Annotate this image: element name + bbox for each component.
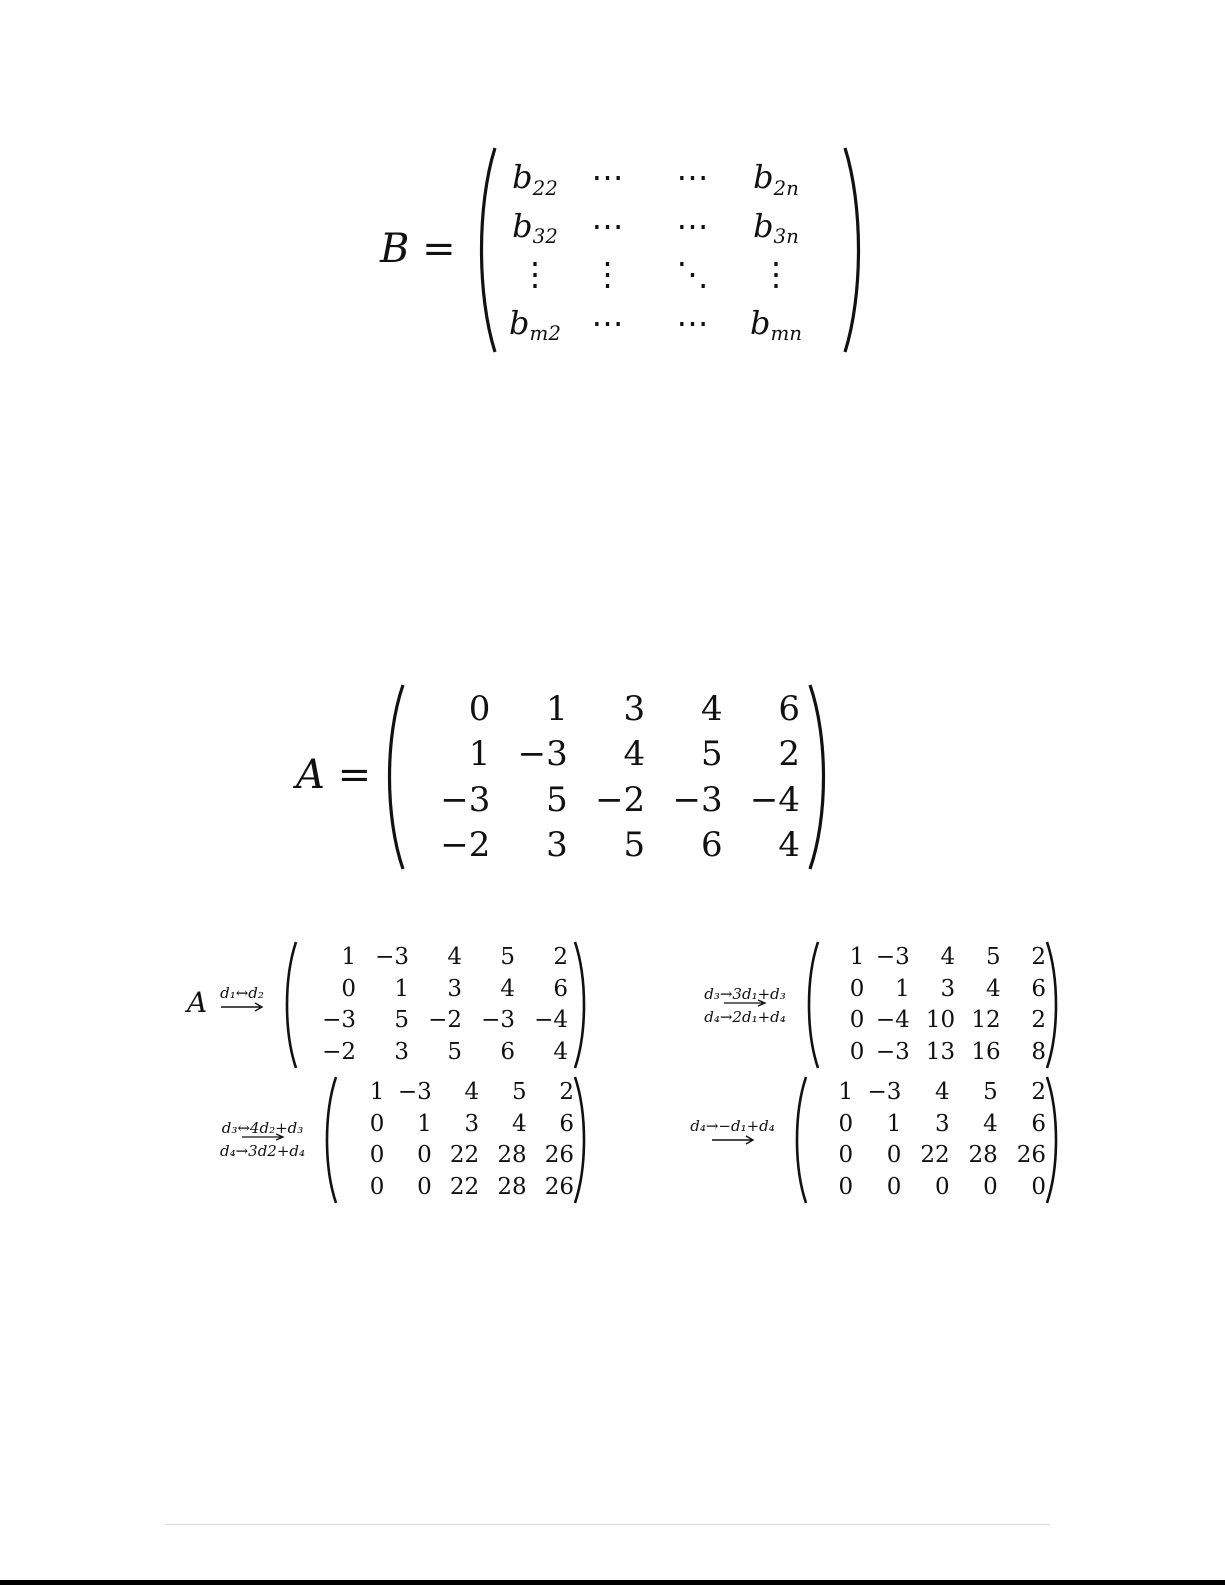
matrix-entry: ⋯ [676,158,709,197]
matrix-cell [565,303,650,342]
step3-grid [337,1077,574,1203]
matrix-entry: ⋮ [591,255,624,294]
left-paren [383,682,407,872]
matrix-cell: 4 [500,975,515,1002]
step1-operation: d₁↔d₂ [212,984,272,1012]
matrix-cell: 2 [553,944,568,971]
matrix-cell: 1 [394,975,409,1002]
matrix-cell: 0 [934,1173,950,1200]
matrix-cell: 4 [464,1079,480,1106]
matrix-cell: 0 [369,1173,385,1200]
matrix-cell: 22 [920,1142,950,1169]
matrix-cell: 26 [544,1173,574,1200]
matrix-cell [735,158,817,200]
right-paren [572,940,588,1070]
matrix-cell: −3 [397,1079,432,1106]
matrix-cell: 5 [983,1079,998,1106]
matrix-cell: 1 [468,734,491,775]
step2-operation: d₃→3d₁+d₃ d₄→2d₁+d₄ [704,985,786,1026]
matrix-cell: 6 [1031,975,1046,1002]
matrix-cell: 5 [394,1007,409,1034]
matrix-entry: ⋮ [760,255,792,294]
matrix-cell: 3 [934,1110,950,1137]
matrix-cell: 4 [553,1038,568,1065]
matrix-entry: ⋮ [519,255,551,294]
matrix-entry: b [753,158,774,197]
matrix-cell: 4 [985,975,1001,1002]
matrix-cell: 0 [468,688,491,729]
matrix-cell: 3 [464,1110,480,1137]
matrix-b-grid [505,153,825,347]
matrix-cell [505,158,565,200]
matrix-cell: −4 [749,779,800,820]
matrix-cell [735,303,817,346]
matrix-cell: 5 [500,944,515,971]
matrix-cell [505,206,565,249]
matrix-cell: 26 [1016,1142,1046,1169]
step3-operation: d₃↔4d₂+d₃ d₄→3d2+d₄ [219,1119,306,1160]
matrix-cell: 16 [971,1038,1001,1065]
matrix-cell: 4 [447,944,462,971]
matrix-cell: 4 [940,944,956,971]
matrix-entry: ⋯ [676,303,709,342]
matrix-cell: 0 [983,1173,998,1200]
matrix-cell: 5 [511,1079,527,1106]
matrix-cell: 3 [394,1038,409,1065]
matrix-cell: 28 [968,1142,998,1169]
matrix-cell: 0 [838,1173,854,1200]
matrix-cell: 0 [849,1038,865,1065]
matrix-cell: 2 [559,1079,574,1106]
matrix-cell: 0 [341,975,356,1002]
matrix-cell [735,255,817,294]
matrix-entry: ⋱ [676,255,709,294]
matrix-entry: ⋯ [591,303,624,342]
matrix-cell: −3 [481,1007,515,1034]
matrix-cell: 0 [849,1007,865,1034]
matrix-cell: 0 [417,1142,432,1169]
matrix-cell: 28 [497,1142,527,1169]
matrix-cell: −2 [440,825,491,866]
matrix-cell: 6 [700,825,723,866]
step4-grid [805,1077,1046,1203]
step4-matrix [793,1075,1060,1205]
matrix-cell: 0 [886,1173,902,1200]
step1-matrix [283,940,588,1070]
matrix-b-label: B = [380,226,456,272]
matrix-cell: 1 [417,1110,432,1137]
matrix-cell: 1 [886,1110,902,1137]
matrix-cell: 6 [778,688,800,729]
matrix-cell: 0 [838,1110,854,1137]
matrix-cell: 12 [971,1007,1001,1034]
matrix-entry: ⋯ [591,158,624,197]
matrix-cell: 3 [940,975,956,1002]
matrix-cell: 5 [985,944,1001,971]
matrix-cell: 3 [623,688,646,729]
matrix-subscript: mn [770,322,803,346]
right-paren [806,682,830,872]
matrix-cell: 3 [447,975,462,1002]
arrow-icon [220,1002,264,1012]
step2-grid [819,942,1046,1068]
matrix-cell: 5 [546,779,568,820]
matrix-cell: 0 [417,1173,432,1200]
matrix-cell: 2 [778,734,800,775]
right-paren [1044,1075,1060,1205]
matrix-cell: 22 [449,1142,480,1169]
matrix-cell [565,158,650,197]
matrix-cell: 0 [369,1142,385,1169]
matrix-cell: 5 [623,825,646,866]
matrix-cell: 1 [341,944,356,971]
left-paren [283,940,299,1070]
matrix-cell: −2 [322,1038,356,1065]
matrix-entry: b [749,303,771,342]
matrix-cell: 28 [497,1173,527,1200]
matrix-cell [505,255,565,294]
matrix-cell: 0 [886,1142,902,1169]
matrix-cell: 0 [838,1142,854,1169]
matrix-cell: 4 [511,1110,527,1137]
matrix-entry: b [512,206,533,245]
matrix-cell [505,303,565,346]
matrix-cell: 1 [838,1079,854,1106]
matrix-cell [650,158,735,197]
matrix-entry: b [753,206,774,245]
matrix-entry: ⋯ [591,206,624,245]
right-paren [1044,940,1060,1070]
matrix-subscript: 2n [773,176,799,200]
matrix-cell: 0 [849,975,865,1002]
matrix-cell: 2 [1031,1007,1046,1034]
matrix-cell: 3 [546,825,568,866]
matrix-cell: −3 [517,734,568,775]
matrix-cell: 0 [369,1110,385,1137]
matrix-cell: −2 [595,779,646,820]
matrix-entry: b [512,158,533,197]
matrix-cell: 6 [500,1038,515,1065]
matrix-cell: 5 [447,1038,462,1065]
matrix-entry: b [509,303,530,342]
matrix-cell: −3 [375,944,409,971]
matrix-cell: 2 [1031,1079,1046,1106]
right-paren [572,1075,588,1205]
matrix-subscript: 32 [532,225,558,249]
matrix-cell: 2 [1031,944,1046,971]
matrix-cell: −4 [875,1007,910,1034]
matrix-cell: −3 [672,779,723,820]
matrix-cell: 4 [983,1110,998,1137]
matrix-cell: 4 [778,825,800,866]
matrix-cell: 6 [1031,1110,1046,1137]
step1-grid [303,942,568,1068]
matrix-cell: 4 [623,734,646,775]
matrix-cell: 5 [700,734,723,775]
matrix-cell: −3 [875,1038,910,1065]
right-paren [841,145,865,355]
matrix-cell: 22 [449,1173,480,1200]
matrix-cell: 0 [1031,1173,1046,1200]
left-paren [475,145,499,355]
step2-matrix [805,940,1060,1070]
matrix-a-grid [413,686,800,868]
step4-operation: d₄→−d₁+d₄ [675,1117,790,1145]
matrix-entry: ⋯ [676,206,709,245]
matrix-a-label: A = [296,752,372,798]
matrix-cell: 1 [849,944,865,971]
matrix-a [383,682,830,872]
matrix-cell [650,206,735,245]
matrix-subscript: m2 [529,322,561,346]
arrow-icon [711,1135,755,1145]
matrix-cell [565,255,650,294]
matrix-cell: 26 [544,1142,574,1169]
bottom-edge [0,1580,1225,1585]
matrix-cell [650,255,735,294]
matrix-cell: 1 [546,688,568,729]
matrix-cell: −3 [322,1007,356,1034]
matrix-cell: 6 [559,1110,574,1137]
matrix-cell [735,206,817,249]
matrix-cell: −2 [428,1007,462,1034]
step3-matrix [323,1075,588,1205]
matrix-cell: 1 [369,1079,385,1106]
matrix-cell: −3 [867,1079,902,1106]
matrix-cell: 4 [700,688,723,729]
matrix-cell: 10 [925,1007,956,1034]
matrix-cell: 8 [1031,1038,1046,1065]
matrix-cell: 6 [553,975,568,1002]
matrix-cell: −3 [440,779,491,820]
step1-lhs: A [187,986,208,1019]
matrix-cell: 1 [895,975,910,1002]
matrix-cell: 4 [934,1079,950,1106]
matrix-b [475,145,865,355]
matrix-cell: −4 [534,1007,568,1034]
footer-divider [165,1524,1050,1525]
matrix-cell [565,206,650,245]
matrix-cell: −3 [875,944,910,971]
matrix-cell [650,303,735,342]
matrix-cell: 13 [925,1038,956,1065]
matrix-subscript: 22 [532,176,558,200]
matrix-subscript: 3n [773,225,799,249]
